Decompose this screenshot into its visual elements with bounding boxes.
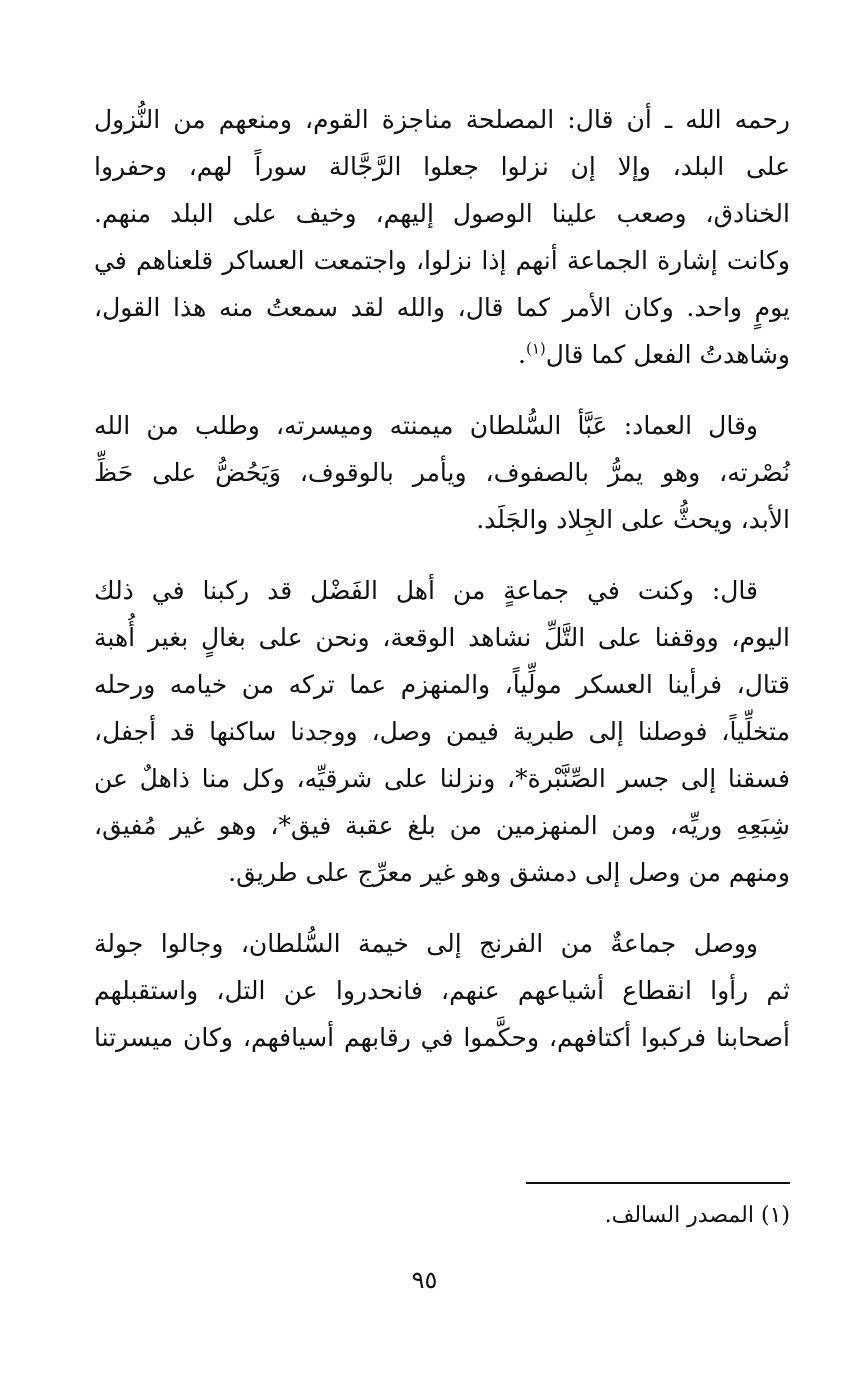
text-line: على البلد، وإلا إن نزلوا جعلوا الرَّجَّالة سوراً لهم، وحفروا bbox=[94, 152, 790, 181]
text-line: وكانت إشارة الجماعة أنهم إذا نزلوا، واجتمعت العساكر قلعناهم في bbox=[94, 246, 790, 275]
text-line bbox=[94, 331, 790, 378]
text-line: قال: وكنت في جماعةٍ من أهل الفَضْل قد ركبنا في ذلك bbox=[94, 576, 758, 605]
text-line: الأبد، ويحثُّ على الجِلاد والجَلَد. bbox=[476, 505, 790, 534]
text-line: شِبَعِهِ وريِّه، ومن المنهزمين من بلغ عقبة فيق*، وهو غير مُفيق، bbox=[94, 811, 790, 840]
text-line: الخنادق، وصعب علينا الوصول إليهم، وخيف على البلد منهم. bbox=[94, 199, 790, 228]
text-line: قتال، فرأينا العسكر مولِّياً، والمنهزم عما تركه من خيامه ورحله bbox=[94, 670, 790, 699]
text-line: ووصل جماعةٌ من الفرنج إلى خيمة السُّلطان، وجالوا جولة bbox=[94, 929, 758, 958]
text-line: يومٍ واحد. وكان الأمر كما قال، والله لقد سمعتُ منه هذا القول، bbox=[94, 293, 790, 322]
text-line: رحمه الله ـ أن قال: المصلحة مناجزة القوم، ومنعهم من النُّزول bbox=[94, 105, 790, 134]
footnote-reference: (١) bbox=[525, 339, 546, 358]
paragraph-4 bbox=[94, 920, 790, 1061]
text-line: ثم رأوا انقطاع أشياعهم عنهم، فانحدروا عن التل، واستقبلهم bbox=[94, 976, 790, 1005]
text-line: أصحابنا فركبوا أكتافهم، وحكَّموا في رقابهم أسيافهم، وكان ميسرتنا bbox=[94, 1023, 790, 1052]
footnote-text: المصدر السالف. bbox=[604, 1203, 754, 1228]
paragraph-3 bbox=[94, 567, 790, 896]
text-line: نُصْرته، وهو يمرُّ بالصفوف، ويأمر بالوقوف، وَيَحُضُّ على حَظِّ bbox=[94, 458, 790, 487]
sentence-end: . bbox=[518, 340, 526, 369]
text-line-content: وشاهدتُ الفعل كما قال bbox=[545, 340, 790, 369]
page-number: ٩٥ bbox=[411, 1266, 438, 1294]
footnote bbox=[605, 1198, 790, 1234]
footnote-marker: (١) bbox=[760, 1203, 790, 1228]
text-line: اليوم، ووقفنا على التَّلِّ نشاهد الوقعة، ونحن على بغالٍ بغير أُهبة bbox=[94, 623, 790, 652]
paragraph-2 bbox=[94, 402, 790, 543]
text-line: فسقنا إلى جسر الصِّنَّبْرة*، ونزلنا على شرقيِّه، وكل منا ذاهلٌ عن bbox=[94, 764, 790, 793]
text-line: وقال العماد: عَبَّأ السُّلطان ميمنته وميسرته، وطلب من الله bbox=[94, 411, 758, 440]
page-body bbox=[94, 96, 790, 1061]
paragraph-1 bbox=[94, 96, 790, 378]
text-line: ومنهم من وصل إلى دمشق وهو غير معرِّج على طريق. bbox=[228, 858, 790, 887]
footnote-divider bbox=[526, 1182, 790, 1184]
text-line: متخلِّياً، فوصلنا إلى طبرية فيمن وصل، ووجدنا ساكنها قد أجفل، bbox=[94, 717, 790, 746]
